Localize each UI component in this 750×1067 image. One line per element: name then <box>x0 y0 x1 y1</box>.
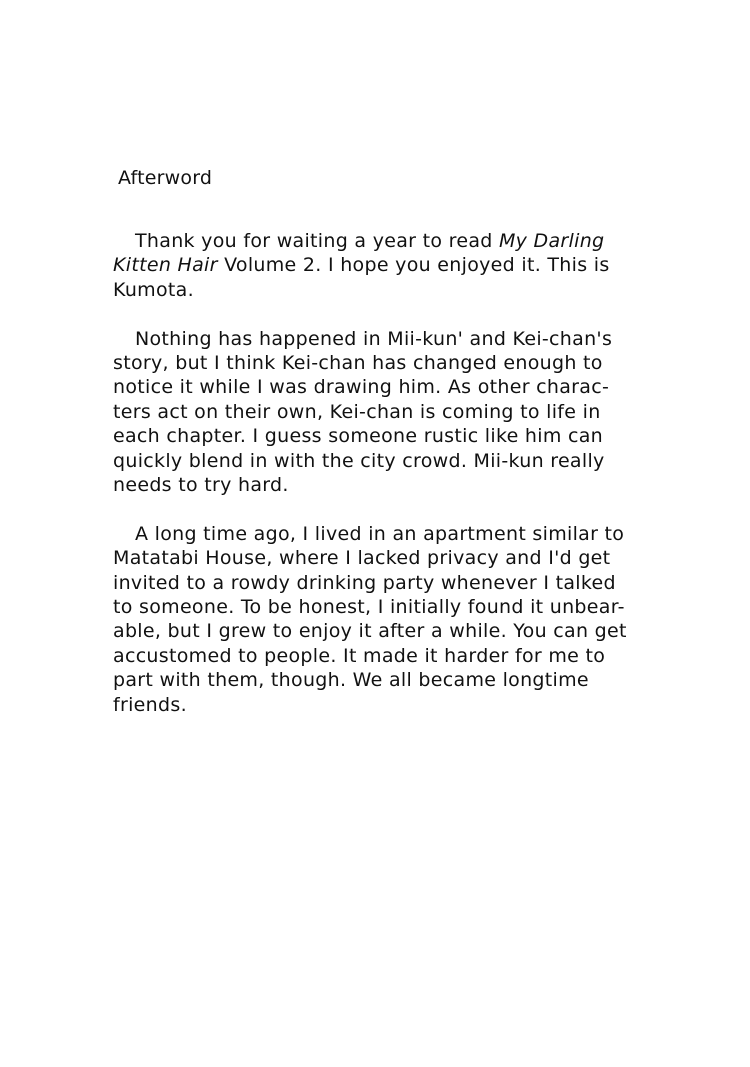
paragraph-line: A long time ago, I lived in an apartment similar to <box>135 522 625 545</box>
paragraph-line: each chapter. I guess someone rustic like him can <box>113 425 604 448</box>
paragraph-thanks <box>113 229 643 302</box>
page-heading: Afterword <box>118 167 213 189</box>
paragraph-line: to someone. To be honest, I initially found it unbear- <box>113 596 625 619</box>
paragraph-line: notice it while I was drawing him. As other charac- <box>113 376 610 399</box>
paragraph-line: invited to a rowdy drinking party whenever I talked <box>113 571 616 594</box>
paragraph-line: story, but I think Kei-chan has changed enough to <box>113 352 603 375</box>
paragraph-line: quickly blend in with the city crowd. Mii-kun really <box>113 449 605 472</box>
paragraph-line <box>113 253 643 277</box>
paragraph-line: able, but I grew to enjoy it after a while. You can get <box>113 620 627 643</box>
text-run: Thank you for waiting a year to read <box>135 230 499 252</box>
afterword-body <box>113 229 643 741</box>
book-title-part: My Darling <box>498 230 605 252</box>
paragraph-line: Kumota. <box>113 278 194 301</box>
book-title-part: Kitten Hair <box>113 254 218 277</box>
paragraph-line: part with them, though. We all became longtime <box>113 669 589 692</box>
paragraph-story <box>113 327 643 498</box>
paragraph-line: accustomed to people. It made it harder for me to <box>113 644 606 667</box>
paragraph-memory <box>113 522 643 717</box>
paragraph-line: Nothing has happened in Mii-kun' and Kei-chan's <box>135 327 613 350</box>
paragraph-line <box>113 229 643 253</box>
paragraph-line: needs to try hard. <box>113 474 289 497</box>
paragraph-line: Matatabi House, where I lacked privacy and I'd get <box>113 547 611 570</box>
text-run: Volume 2. I hope you enjoyed it. This is <box>217 254 610 277</box>
paragraph-line: ters act on their own, Kei-chan is coming to life in <box>113 400 601 423</box>
paragraph-line: friends. <box>113 693 187 716</box>
